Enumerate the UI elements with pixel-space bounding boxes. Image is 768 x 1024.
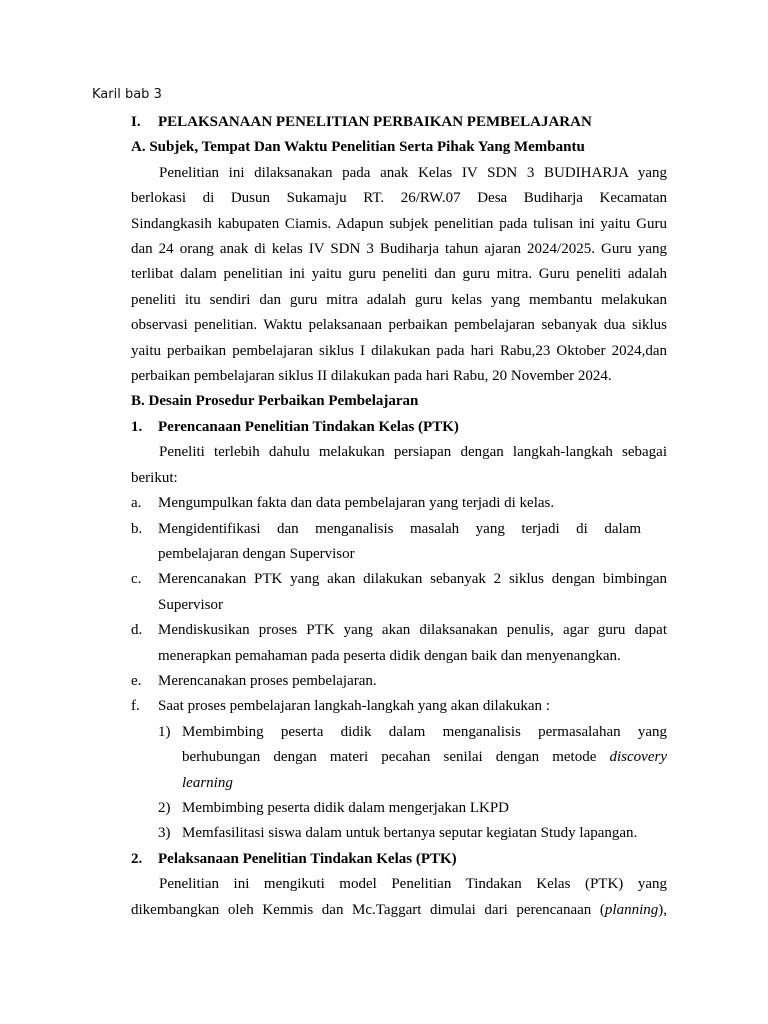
paragraph-text-italic: planning: [604, 901, 659, 918]
list-item-c: [131, 567, 667, 592]
list-marker: b.: [131, 520, 143, 537]
list-text: Merencanakan proses pembelajaran.: [158, 672, 377, 689]
list-text: Mengumpulkan fakta dan data pembelajaran yang terjadi di kelas.: [158, 495, 555, 512]
paragraph-line: dan 24 orang anak di kelas IV SDN 3 Budiharja tahun ajaran 2024/2025. Guru yang: [131, 241, 667, 258]
step-2-heading: [131, 847, 667, 872]
step-1-heading: [131, 415, 667, 440]
sublist-item-2: [131, 796, 667, 821]
step-title: Perencanaan Penelitian Tindakan Kelas (PTK): [158, 418, 459, 435]
list-item-a: [131, 491, 667, 516]
paragraph-line: Penelitian ini mengikuti model Penelitian Tindakan Kelas (PTK) yang: [159, 876, 667, 893]
list-item-e: [131, 669, 667, 694]
section-heading: [131, 110, 667, 135]
list-marker: d.: [131, 622, 143, 639]
paragraph-line: Peneliti terlebih dahulu melakukan persiapan dengan langkah-langkah sebagai: [159, 444, 667, 461]
paragraph-line: yaitu perbaikan pembelajaran siklus I dilakukan pada hari Rabu,23 Oktober 2024,dan: [131, 342, 667, 359]
sublist-item-3: [131, 821, 667, 846]
sublist-marker: 2): [158, 799, 171, 816]
paragraph-text: dikembangkan oleh Kemmis dan Mc.Taggart dimulai dari perencanaan (: [131, 901, 605, 918]
list-text: Mendiskusikan proses PTK yang akan dilaksanakan penulis, agar guru dapat: [158, 622, 667, 639]
sublist-marker: 1): [158, 723, 171, 740]
list-item-f: [131, 694, 667, 719]
section-number: I.: [131, 114, 141, 130]
step-number: 1.: [131, 418, 143, 435]
sublist-text: Memfasilitasi siswa dalam untuk bertanya seputar kegiatan Study lapangan.: [182, 825, 638, 842]
list-marker: c.: [131, 571, 142, 588]
sublist-marker: 3): [158, 825, 171, 842]
document-body: [131, 110, 667, 923]
page-header: Karil bab 3: [92, 87, 162, 102]
paragraph-a: [131, 161, 667, 390]
paragraph-line: berikut:: [131, 469, 178, 486]
subheading-a: A. Subjek, Tempat Dan Waktu Penelitian Serta Pihak Yang Membantu: [131, 139, 585, 156]
sublist-text: berhubungan dengan materi pecahan senilai dengan metode: [182, 749, 610, 766]
sublist-text: Membimbing peserta didik dalam mengerjakan LKPD: [182, 799, 510, 816]
paragraph-line: perbaikan pembelajaran siklus II dilakukan pada hari Rabu, 20 November 2024.: [131, 368, 612, 385]
list-text: Saat proses pembelajaran langkah-langkah yang akan dilakukan :: [158, 698, 550, 715]
list-text-continued: Supervisor: [158, 596, 223, 613]
subheading-b: B. Desain Prosedur Perbaikan Pembelajaran: [131, 393, 419, 410]
list-marker: f.: [131, 698, 140, 715]
sublist-text-continued: [131, 771, 667, 796]
step-title: Pelaksanaan Penelitian Tindakan Kelas (PTK): [158, 850, 457, 867]
sublist-text-continued: [131, 745, 667, 770]
paragraph-line: Sindangkasih kabupaten Ciamis. Adapun subjek penelitian pada tulisan ini yaitu Guru: [131, 215, 667, 232]
paragraph-line: Penelitian ini dilaksanakan pada anak Kelas IV SDN 3 BUDIHARJA yang: [159, 164, 667, 181]
sublist-item-1: [131, 720, 667, 745]
list-text-continued: menerapkan pemahaman pada peserta didik dengan baik dan menyenangkan.: [158, 647, 621, 664]
sublist-text: Membimbing peserta didik dalam menganalisis permasalahan yang: [182, 723, 667, 740]
list-text: Mengidentifikasi dan menganalisis masalah yang terjadi di dalam: [158, 520, 641, 537]
sublist-text-italic: discovery: [609, 749, 667, 766]
paragraph-text: ),: [658, 901, 667, 918]
list-text-continued: pembelajaran dengan Supervisor: [158, 545, 355, 562]
sublist-text-italic: learning: [182, 774, 233, 791]
list-marker: a.: [131, 495, 142, 512]
paragraph-line: berlokasi di Dusun Sukamaju RT. 26/RW.07 Desa Budiharja Kecamatan: [131, 190, 667, 207]
paragraph-line: peneliti itu sendiri dan guru mitra adalah guru kelas yang membantu melakukan: [131, 291, 667, 308]
paragraph-line: observasi penelitian. Waktu pelaksanaan perbaikan pembelajaran sebanyak dua siklus: [131, 317, 667, 334]
list-item-d: [131, 618, 667, 643]
paragraph-line: terlibat dalam penelitian ini yaitu guru peneliti dan guru mitra. Guru peneliti adalah: [131, 266, 667, 283]
list-item-b: [131, 517, 667, 542]
paragraph-line: [131, 898, 667, 923]
section-title: PELAKSANAAN PENELITIAN PERBAIKAN PEMBELAJARAN: [158, 114, 592, 130]
step-number: 2.: [131, 850, 143, 867]
list-marker: e.: [131, 672, 142, 689]
list-text: Merencanakan PTK yang akan dilakukan sebanyak 2 siklus dengan bimbingan: [158, 571, 667, 588]
